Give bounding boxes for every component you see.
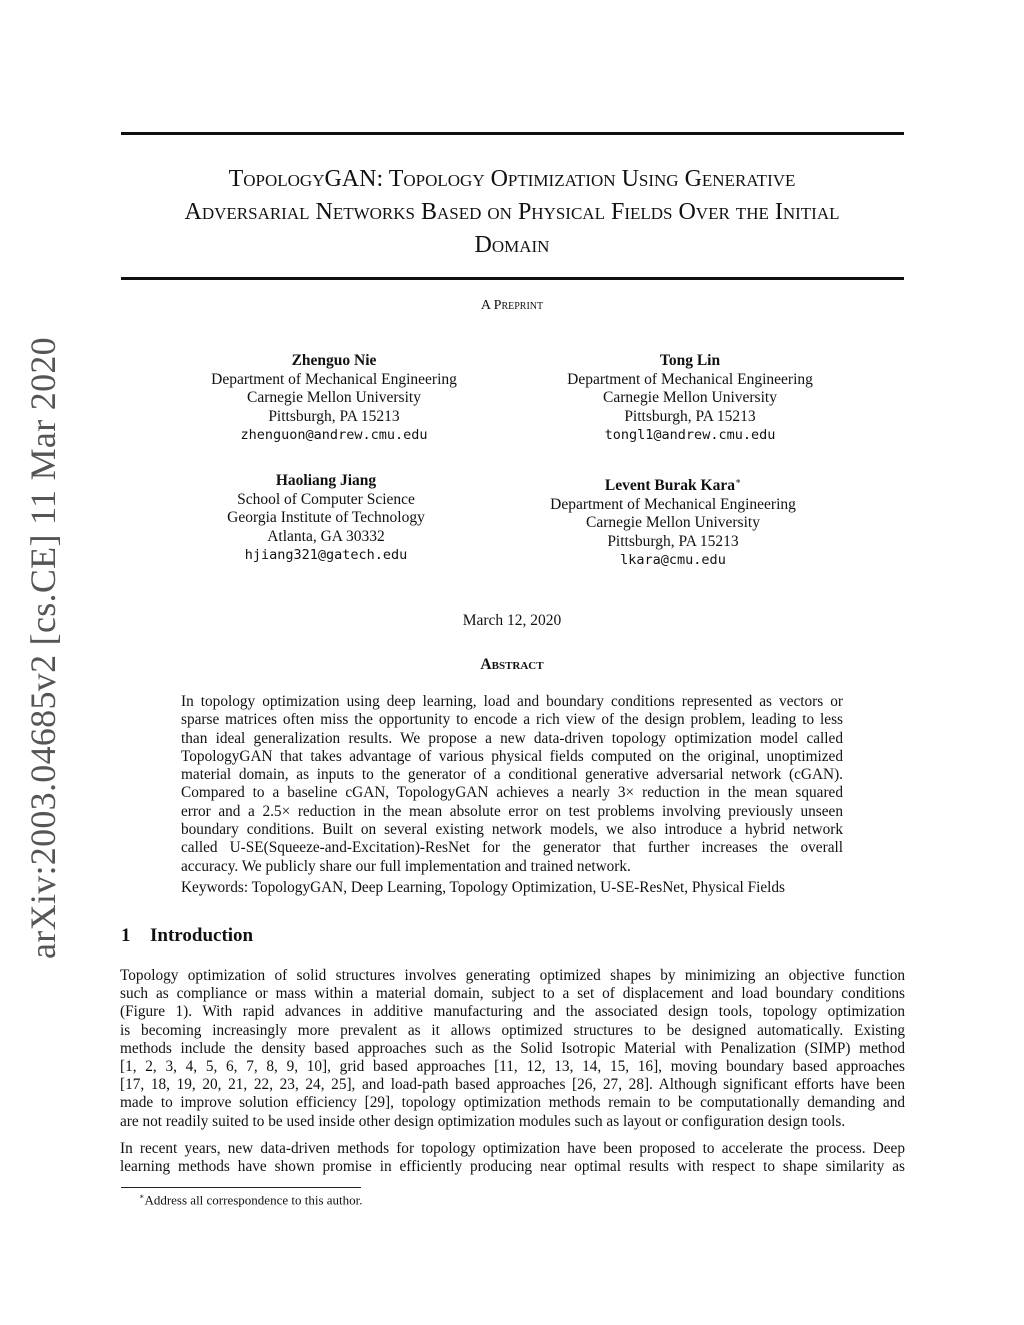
- paragraph: [120, 1140, 905, 1176]
- author-institution: Carnegie Mellon University: [586, 514, 760, 532]
- paragraph-line: (Figure 1). With rapid advances in additive manufacturing and the associated design tools, topology optimization: [120, 1003, 905, 1021]
- abstract-line: sparse matrices often miss the opportunity to encode a rich view of the design problem, leading to less: [181, 711, 843, 729]
- abstract-line: In topology optimization using deep learning, load and boundary conditions represented as vectors or: [181, 693, 843, 710]
- author-institution: Georgia Institute of Technology: [227, 509, 425, 526]
- footnote-rule: [121, 1187, 361, 1188]
- abstract-line: material domain, as inputs to the generator of a conditional generative adversarial network (cGAN).: [181, 766, 843, 784]
- title-line-2: Adversarial Networks Based on Physical Fields Over the Initial: [184, 199, 840, 225]
- author-name: Tong Lin: [659, 352, 721, 369]
- section-heading: [121, 925, 253, 947]
- footnote-marker: ∗: [139, 1192, 145, 1201]
- abstract-line: accuracy. We publicly share our full implementation and trained network.: [181, 857, 631, 875]
- paragraph-line: is becoming increasingly more prevalent as it allows optimized structures to be designed automatically. Existing: [120, 1021, 905, 1039]
- paragraph-line: learning methods have shown promise in efficiently producing near optimal results with respect to shape similarity as: [120, 1158, 905, 1176]
- paper-date: March 12, 2020: [462, 612, 562, 629]
- title-line-1: TopologyGAN: Topology Optimization Using Generative: [228, 166, 796, 192]
- paper-title: [100, 163, 924, 262]
- paragraph-line: made to improve solution efficiency [29], topology optimization methods remain to be computationally demanding and: [120, 1094, 905, 1112]
- author-affiliation: Department of Mechanical Engineering: [550, 495, 796, 513]
- author-affiliation: Department of Mechanical Engineering: [567, 370, 813, 388]
- paragraph-line: are not readily suited to be used inside other design optimization modules such as layout or configuration design tools.: [120, 1112, 846, 1130]
- section-title: Introduction: [150, 925, 254, 946]
- section-number: 1: [121, 925, 131, 946]
- preprint-label: A Preprint: [480, 298, 544, 313]
- author-block: [146, 472, 506, 565]
- abstract-line: error and a 2.5× reduction in the mean absolute error on test problems involving previously unseen: [181, 802, 843, 820]
- author-institution: Carnegie Mellon University: [247, 389, 421, 406]
- author-email: lkara@cmu.edu: [620, 552, 726, 569]
- abstract-line: than ideal generalization results. We propose a new data-driven topology optimization model called: [181, 729, 843, 747]
- paragraph-line: [1, 2, 3, 4, 5, 6, 7, 8, 9, 10], grid based approaches [11, 12, 13, 14, 15, 16], moving boundary based approaches: [120, 1058, 905, 1076]
- paragraph-line: methods include the density based approaches such as the Solid Isotropic Material with Penalization (SIMP) method: [120, 1039, 905, 1057]
- author-name: Levent Burak Kara: [604, 477, 735, 495]
- author-block: [510, 352, 870, 445]
- footnote-text: Address all correspondence to this author.: [144, 1192, 363, 1208]
- abstract-line: TopologyGAN that takes advantage of various physical fields computed on the original, unoptimized: [181, 747, 843, 765]
- author-location: Pittsburgh, PA 15213: [607, 532, 739, 550]
- paragraph-line: [17, 18, 19, 20, 21, 22, 23, 24, 25], and load-path based approaches [26, 27, 28]. Although significant efforts have been: [120, 1076, 905, 1094]
- title-line-3: Domain: [474, 232, 550, 258]
- author-email: hjiang321@gatech.edu: [244, 547, 408, 563]
- paragraph-line: such as compliance or mass within a material domain, subject to a set of displacement and load boundary conditions: [120, 985, 905, 1003]
- abstract-body: [181, 693, 843, 876]
- author-name: Zhenguo Nie: [291, 352, 377, 369]
- author-name: Haoliang Jiang: [275, 472, 377, 489]
- abstract-line: Compared to a baseline cGAN, TopologyGAN achieves a nearly 3× reduction in the mean squared: [181, 784, 843, 802]
- author-block: [154, 352, 514, 445]
- abstract-line: called U-SE(Squeeze-and-Excitation)-ResNet for the generator that further increases the overall: [181, 839, 843, 857]
- author-institution: Carnegie Mellon University: [603, 389, 777, 406]
- author-location: Pittsburgh, PA 15213: [624, 407, 756, 425]
- abstract-heading: Abstract: [480, 656, 544, 673]
- abstract-line: boundary conditions. Built on several existing network models, we also introduce a hybrid network: [181, 821, 843, 839]
- author-location: Pittsburgh, PA 15213: [268, 407, 400, 425]
- title-top-rule: [121, 132, 904, 135]
- author-email: zhenguon@andrew.cmu.edu: [240, 427, 428, 443]
- author-block: [493, 472, 853, 570]
- keywords: Keywords: TopologyGAN, Deep Learning, Topology Optimization, U-SE-ResNet, Physical Fields: [181, 879, 785, 896]
- paragraph: [120, 967, 905, 1131]
- paragraph-line: Topology optimization of solid structures involves generating optimized shapes by minimizing an objective function: [120, 967, 905, 984]
- author-affiliation: Department of Mechanical Engineering: [211, 370, 457, 388]
- author-location: Atlanta, GA 30332: [267, 527, 385, 545]
- title-bottom-rule: [121, 277, 904, 280]
- footnote: [139, 1192, 363, 1208]
- corresponding-marker: ∗: [734, 476, 742, 486]
- author-affiliation: School of Computer Science: [237, 490, 415, 508]
- arxiv-stamp: arXiv:2003.04685v2 [cs.CE] 11 Mar 2020: [23, 337, 63, 959]
- author-email: tongl1@andrew.cmu.edu: [604, 427, 776, 443]
- paragraph-line: In recent years, new data-driven methods for topology optimization have been proposed to accelerate the process. Deep: [120, 1140, 905, 1157]
